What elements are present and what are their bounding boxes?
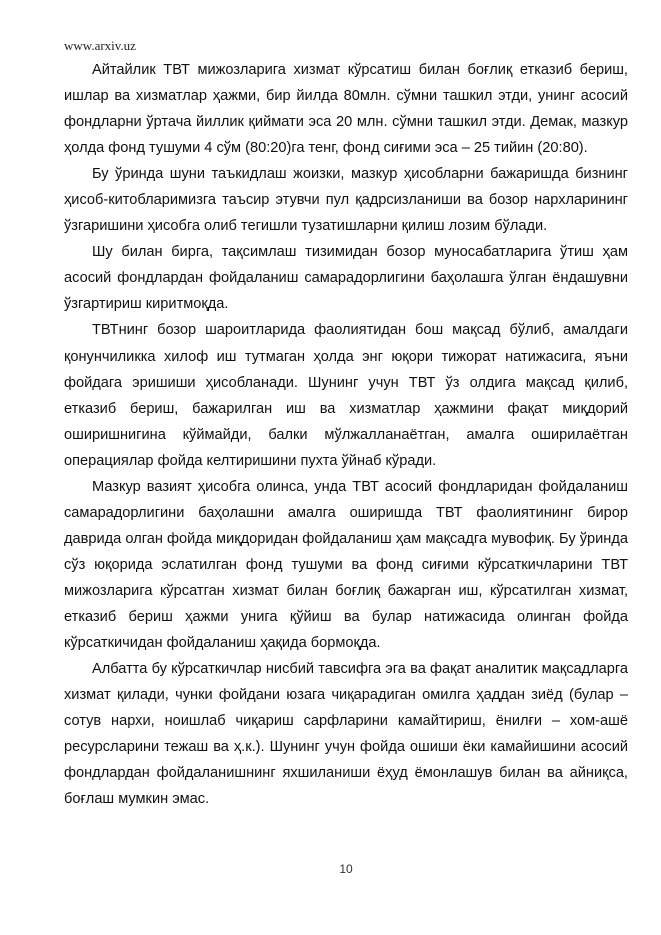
paragraph: Бу ўринда шуни таъкидлаш жоизки, мазкур ҳисобларни бажаришда бизнинг ҳисоб-китобларимизга таъсир этувчи пул қадрсизланиши ва бозор нархларининг ўзгаришини ҳисобга олиб тегишли тузатишларни қилиш лозим бўлади. [64, 166, 628, 235]
body-text [64, 57, 628, 812]
paragraph: Шу билан бирга, тақсимлаш тизимидан бозор муносабатларига ўтиш ҳам асосий фондлардан фойдаланиш самарадорлигини баҳолашга ўлган ёндашувни ўзгартириш киритмоқда. [64, 244, 628, 313]
paragraph: ТВТнинг бозор шароитларида фаолиятидан бош мақсад бўлиб, амалдаги қонунчиликка хилоф иш тутмаган ҳолда энг юқори тижорат натижасига, яъни фойдага эришиши ҳисобланади. Шунинг учун ТВТ ўз олдига мақсад қилиб, етказиб бериш, бажарилган иш ва хизматлар ҳажмини фақат миқдорий оширишнигина кўймайди, балки мўлжалланаётган, амалга оширилаётган операциялар фойда келтиришини пухта ўйнаб кўради. [64, 322, 628, 469]
page-number: 10 [339, 862, 353, 876]
paragraph: Мазкур вазият ҳисобга олинса, унда ТВТ асосий фондларидан фойдаланиш самарадорлигини баҳолашни амалга оширишда ТВТ фаолиятининг бирор даврида олган фойда миқдоридан фойдаланиш ҳам мақсадга мувофиқ. Бу ўринда сўз юқорида эслатилган фонд тушуми ва фонд сиғими кўрсаткичларини ТВТ мижозларига кўрсатган хизмат билан боғлиқ бажарган иш, кўрсатилган хизмат, етказиб бериш ҳажми унига қўйиш ва булар натижасида олинган фойда кўрсаткичидан фойдаланиш ҳақида бормоқда. [64, 478, 628, 652]
paragraph: Албатта бу кўрсаткичлар нисбий тавсифга эга ва фақат аналитик мақсадларга хизмат қилади, чунки фойдани юзага чиқарадиган омилга ҳаддан зиёд (булар – сотув нархи, ноишлаб чиқариш сарфларини камайтириш, ёнилғи – хом-ашё ресурсларини тежаш ва ҳ.к.). Шунинг учун фойда ошиши ёки камайишини асосий фондлардан фойдаланишнинг яхшиланиши ёҳуд ёмонлашув билан ва айниқса, боғлаш мумкин эмас. [64, 661, 628, 808]
site-url-header: www.arxiv.uz [64, 38, 136, 53]
paragraph: Айтайлик ТВТ мижозларига хизмат кўрсатиш билан боғлиқ етказиб бериш, ишлар ва хизматлар ҳажми, бир йилда 80млн. сўмни ташкил этди, унинг асосий фондларни ўртача йиллик қиймати эса 20 млн. сўмни ташкил этди. Демак, мазкур ҳолда фонд тушуми 4 сўм (80:20)га тенг, фонд сиғими эса – 25 тийин (20:80). [64, 62, 628, 157]
